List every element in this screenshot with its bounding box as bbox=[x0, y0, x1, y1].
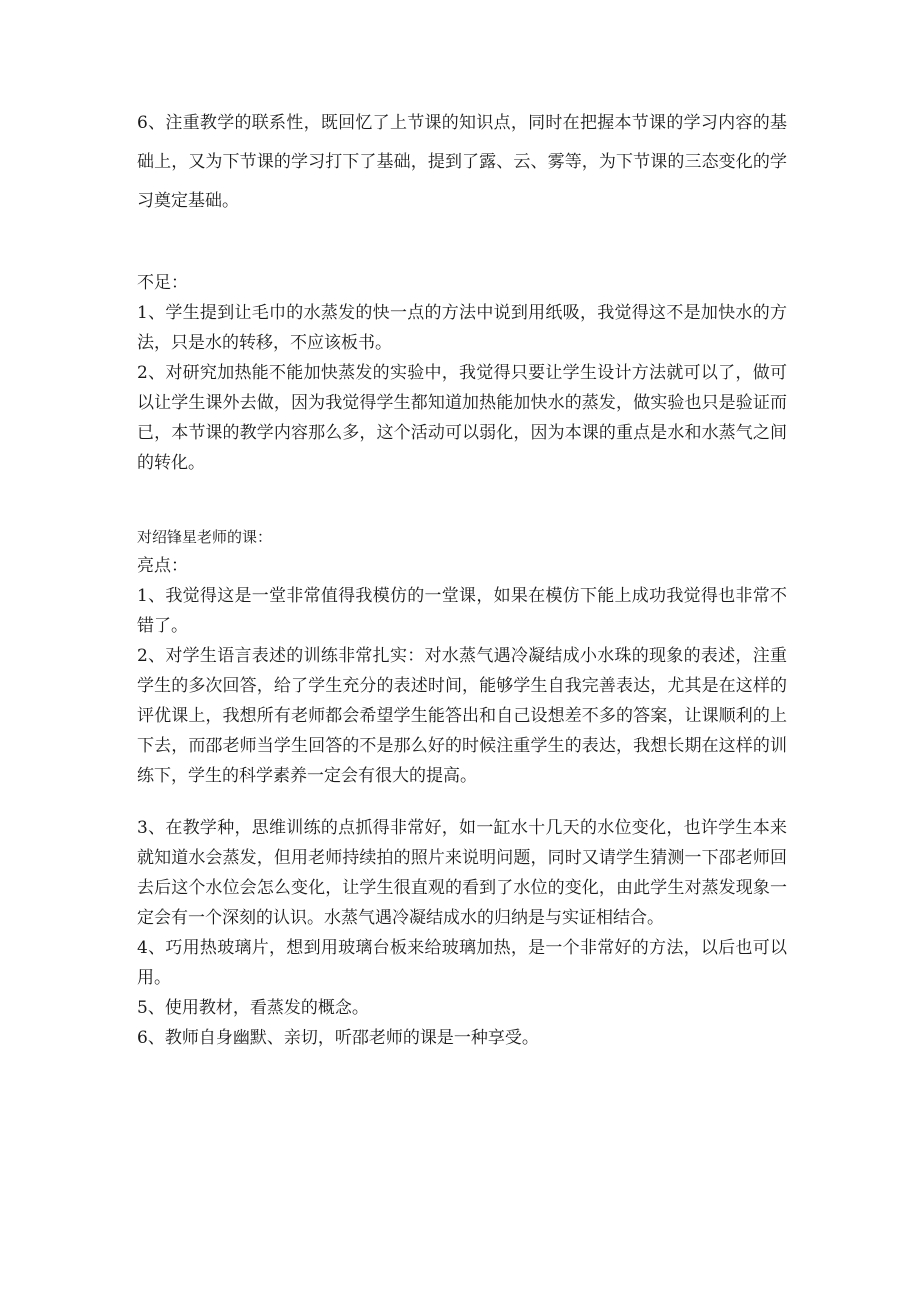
highlight-item-1: 1、我觉得这是一堂非常值得我模仿的一堂课，如果在模仿下能上成功我觉得也非常不错了。 bbox=[137, 586, 787, 636]
paragraph-spacer bbox=[137, 791, 787, 813]
highlight-item-4: 4、巧用热玻璃片，想到用玻璃台板来给玻璃加热，是一个非常好的方法，以后也可以用。 bbox=[137, 938, 787, 988]
paragraph-spacer bbox=[137, 221, 787, 268]
highlight-item-2: 2、对学生语言表述的训练非常扎实：对水蒸气遇冷凝结成小水珠的现象的表述，注重学生的多次回答，给了学生充分的表述时间，能够学生自我完善表达，尤其是在这样的评优课上，我想所有老师都会希望学生能答出和自己设想差不多的答案，让课顺利的上下去，而邵老师当学生回答的不是那么好的时候注重学生的表达，我想长期在这样的训练下，学生的科学素养一定会有很大的提高。 bbox=[137, 646, 787, 786]
shortcomings-heading: 不足： bbox=[137, 273, 188, 293]
shortcoming-item-2: 2、对研究加热能不能加快蒸发的实验中，我觉得只要让学生设计方法就可以了，做可以让学生课外去做，因为我觉得学生都知道加热能加快水的蒸发，做实验也只是验证而已，本节课的教学内容那么多，这个活动可以弱化，因为本课的重点是水和水蒸气之间的转化。 bbox=[137, 363, 787, 473]
highlight-item-5: 5、使用教材，看蒸发的概念。 bbox=[137, 998, 369, 1018]
highlights-heading: 亮点： bbox=[137, 556, 188, 576]
section-title: 对绍锋星老师的课： bbox=[137, 528, 273, 546]
shortcoming-item-1: 1、学生提到让毛巾的水蒸发的快一点的方法中说到用纸吸，我觉得这不是加快水的方法，只是水的转移，不应该板书。 bbox=[137, 303, 787, 353]
highlight-item-6: 6、教师自身幽默、亲切，听邵老师的课是一种享受。 bbox=[137, 1028, 539, 1048]
paragraph-point-6: 6、注重教学的联系性，既回忆了上节课的知识点，同时在把握本节课的学习内容的基础上，又为下节课的学习打下了基础，提到了露、云、雾等，为下节课的三态变化的学习奠定基础。 bbox=[137, 113, 787, 211]
document-body bbox=[137, 104, 787, 1053]
paragraph-spacer bbox=[137, 478, 787, 523]
highlight-item-3: 3、在教学种，思维训练的点抓得非常好，如一缸水十几天的水位变化，也许学生本来就知道水会蒸发，但用老师持续拍的照片来说明问题，同时又请学生猜测一下邵老师回去后这个水位会怎么变化，让学生很直观的看到了水位的变化，由此学生对蒸发现象一定会有一个深刻的认识。水蒸气遇冷凝结成水的归纳是与实证相结合。 bbox=[137, 818, 787, 928]
